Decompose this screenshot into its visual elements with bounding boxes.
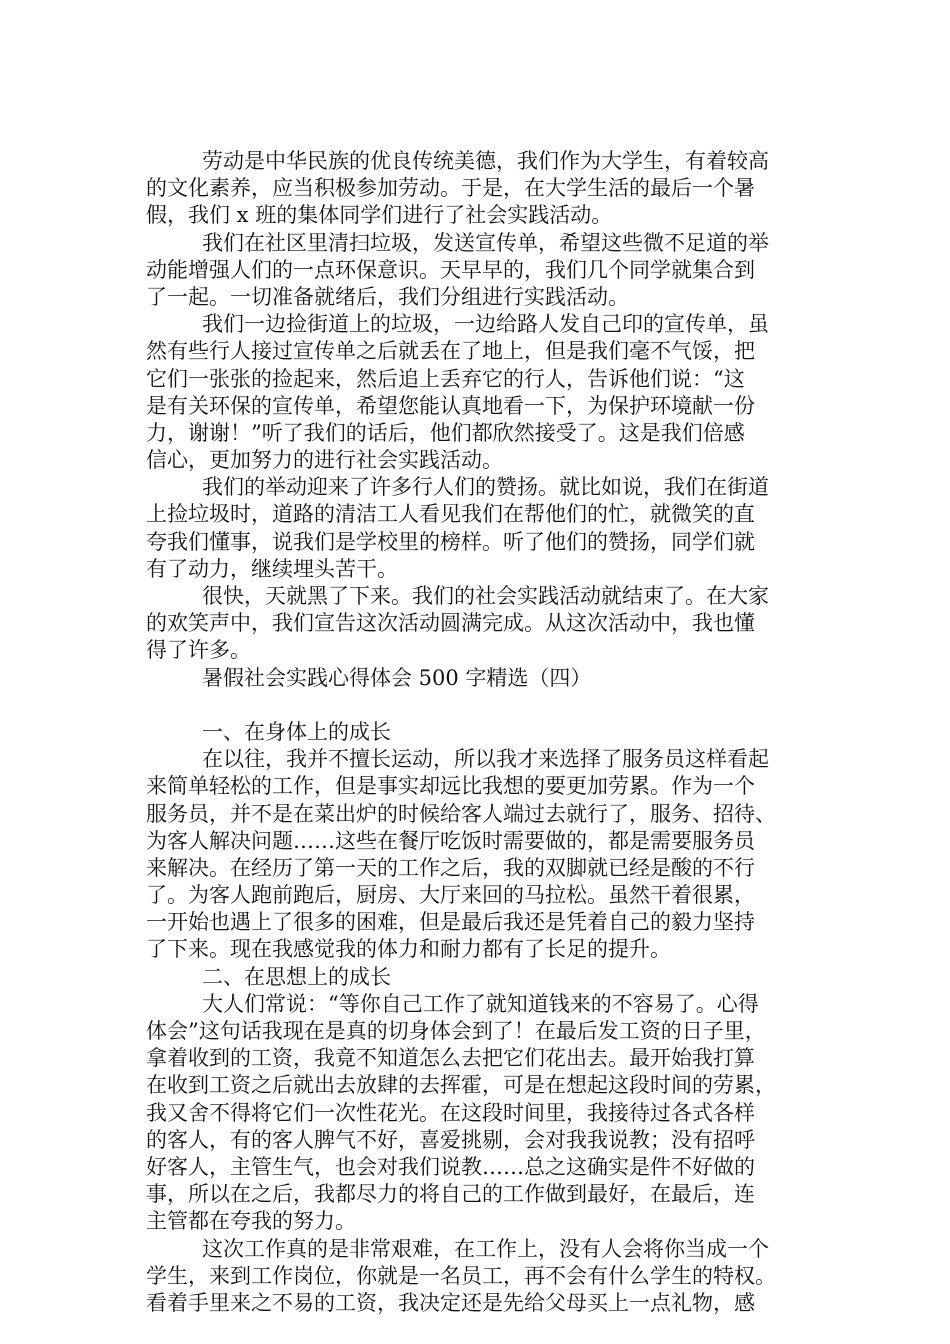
paragraph-line: 力，谢谢！”听了我们的话后，他们都欣然接受了。这是我们倍感 <box>146 420 745 445</box>
paragraph-line: 然有些行人接过宣传单之后就丢在了地上，但是我们毫不气馁，把 <box>146 339 755 364</box>
paragraph-line: 一开始也遇上了很多的困难，但是最后我还是凭着自己的毅力坚持 <box>146 910 755 935</box>
paragraph-line: 拿着收到的工资，我竟不知道怎么去把它们花出去。最开始我打算 <box>146 1046 755 1071</box>
paragraph-line: 服务员，并不是在菜出炉的时候给客人端过去就行了，服务、招待、 <box>146 801 776 826</box>
paragraph <box>146 474 806 583</box>
paragraph-line: 学生，来到工作岗位，你就是一名员工，再不会有什么学生的特权。 <box>146 1263 776 1288</box>
paragraph-first-line: 大人们常说：“等你自己工作了就知道钱来的不容易了。心得 <box>202 991 759 1016</box>
paragraph-line: 了下来。现在我感觉我的体力和耐力都有了长足的提升。 <box>146 937 671 962</box>
paragraph-line: 在收到工资之后就出去放肆的去挥霍，可是在想起这段时间的劳累， <box>146 1073 776 1098</box>
paragraph-line: 的客人，有的客人脾气不好，喜爱挑剔，会对我我说教；没有招呼 <box>146 1127 755 1152</box>
paragraph-line: 动能增强人们的一点环保意识。天早早的，我们几个同学就集合到 <box>146 257 755 282</box>
paragraph-line: 的欢笑声中，我们宣告这次活动圆满完成。从这次活动中，我也懂 <box>146 611 755 636</box>
paragraph-line: 信心，更加努力的进行社会实践活动。 <box>146 448 503 473</box>
paragraph-first-line: 一、在身体上的成长 <box>202 719 391 744</box>
paragraph-line: 好客人，主管生气，也会对我们说教……总之这确实是件不好做的 <box>146 1154 755 1179</box>
paragraph-first-line: 二、在思想上的成长 <box>202 964 391 989</box>
paragraph-line: 得了许多。 <box>146 638 251 663</box>
paragraph <box>146 964 806 991</box>
paragraph-line: 体会”这句话我现在是真的切身体会到了！在最后发工资的日子里， <box>146 1019 766 1043</box>
paragraph-line: 它们一张张的捡起来，然后追上丢弃它的行人，告诉他们说：“这 <box>146 366 745 391</box>
paragraph <box>146 1236 806 1318</box>
paragraph <box>146 991 806 1236</box>
paragraph-line: 夸我们懂事，说我们是学校里的榜样。听了他们的赞扬，同学们就 <box>146 529 755 554</box>
paragraph-line: 来简单轻松的工作，但是事实却远比我想的要更加劳累。作为一个 <box>146 774 755 799</box>
paragraph-line: 是有关环保的宣传单，希望您能认真地看一下，为保护环境献一份 <box>146 393 755 418</box>
paragraph-line: 看着手里来之不易的工资，我决定还是先给父母买上一点礼物，感 <box>146 1290 755 1315</box>
paragraph-first-line: 很快，天就黑了下来。我们的社会实践活动就结束了。在大家 <box>202 584 769 608</box>
paragraph-line: 假，我们 x 班的集体同学们进行了社会实践活动。 <box>146 203 613 228</box>
blank-line <box>146 692 806 719</box>
paragraph-line: 事，所以在之后，我都尽力的将自己的工作做到最好，在最后，连 <box>146 1182 755 1207</box>
paragraph-first-line: 我们在社区里清扫垃圾，发送宣传单，希望这些微不足道的举 <box>202 230 769 255</box>
paragraph-line: 主管都在夸我的努力。 <box>146 1209 356 1234</box>
paragraph-line: 我又舍不得将它们一次性花光。在这段时间里，我接待过各式各样 <box>146 1100 755 1125</box>
paragraph <box>146 719 806 746</box>
paragraph-line: 为客人解决问题……这些在餐厅吃饭时需要做的，都是需要服务员 <box>146 828 755 853</box>
paragraph <box>146 583 806 665</box>
paragraph-line: 有了动力，继续埋头苦干。 <box>146 556 398 581</box>
document-body <box>146 148 806 1317</box>
paragraph <box>146 148 806 230</box>
paragraph <box>146 665 806 692</box>
paragraph <box>146 230 806 312</box>
paragraph-first-line: 这次工作真的是非常艰难，在工作上，没有人会将你当成一个 <box>202 1236 769 1261</box>
paragraph-line: 了一起。一切准备就绪后，我们分组进行实践活动。 <box>146 284 629 309</box>
paragraph <box>146 311 806 474</box>
paragraph <box>146 746 806 964</box>
paragraph-line: 上捡垃圾时，道路的清洁工人看见我们在帮他们的忙，就微笑的直 <box>146 502 755 527</box>
paragraph-line: 了。为客人跑前跑后，厨房、大厅来回的马拉松。虽然干着很累， <box>146 883 755 908</box>
paragraph-line: 的文化素养，应当积极参加劳动。于是，在大学生活的最后一个暑 <box>146 176 755 201</box>
paragraph-line: 来解决。在经历了第一天的工作之后，我的双脚就已经是酸的不行 <box>146 855 755 880</box>
paragraph-first-line: 我们一边捡街道上的垃圾，一边给路人发自己印的宣传单，虽 <box>202 312 769 337</box>
paragraph-first-line: 劳动是中华民族的优良传统美德，我们作为大学生，有着较高 <box>202 149 769 173</box>
paragraph-first-line: 在以往，我并不擅长运动，所以我才来选择了服务员这样看起 <box>202 747 769 772</box>
paragraph-first-line: 我们的举动迎来了许多行人们的赞扬。就比如说，我们在街道 <box>202 475 769 500</box>
paragraph-first-line: 暑假社会实践心得体会 500 字精选（四） <box>202 665 592 690</box>
